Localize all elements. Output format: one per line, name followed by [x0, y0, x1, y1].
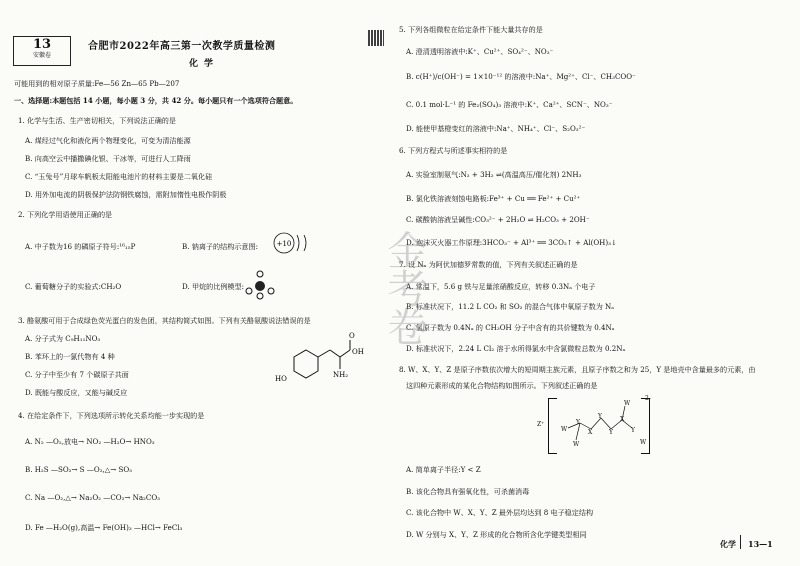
option-text: D. 标准状况下，2.24 L Cl₂ 溶于水所得氯水中含氯微粒总数为 0.2Nₐ — [406, 344, 626, 353]
option-text: D. W 分别与 X、Y、Z 形成的化合物所含化学键类型相同 — [406, 530, 587, 539]
option-text: B. 苯环上的一氯代物有 4 种 — [25, 352, 115, 361]
option-text: B. 该化合物具有强氧化性，可杀菌消毒 — [406, 487, 530, 496]
qr-code-icon — [368, 30, 384, 46]
option-text: B. 氯化铁溶液刻蚀电路板:Fe³⁺ + Cu ══ Fe²⁺ + Cu²⁺ — [406, 194, 581, 203]
right-column — [395, 0, 783, 566]
tyrosine-label: O — [349, 332, 355, 340]
question-stem: 3. 酪氨酸可用于合成绿色荧光蛋白的发色团，其结构简式如图。下列有关酪氨酸说法错误的是 — [18, 316, 311, 325]
option-text: C. 0.1 mol·L⁻¹ 的 Fe₂(SO₄)₃ 溶液中:K⁺、Ca²⁺、SCN⁻、NO₃⁻ — [406, 100, 613, 109]
badge-number: 13 — [32, 37, 52, 52]
question-stem: 5. 下列各组微粒在给定条件下能大量共存的是 — [399, 25, 543, 34]
option-text: D. 既能与酸反应，又能与碱反应 — [25, 388, 128, 397]
option-text: A. N₂ —O₂,放电→ NO₂ —H₂O→ HNO₃ — [25, 437, 155, 446]
paper-badge — [13, 36, 71, 66]
question-stem: 4. 在给定条件下，下列选项所示转化关系均能一步实现的是 — [18, 411, 205, 420]
compound-label: W — [640, 439, 647, 446]
question-stem: 2. 下列化学用语使用正确的是 — [18, 210, 113, 219]
option-text: D. 能使甲基橙变红的溶液中:Na⁺、NH₄⁺、Cl⁻、S₂O₃²⁻ — [406, 124, 586, 133]
option-text: A. 分子式为 C₉H₁₁NO₃ — [25, 334, 101, 343]
badge-label: 安徽卷 — [32, 52, 51, 59]
tyrosine-label: OH — [352, 348, 364, 356]
option-text: C. 葡萄糖分子的实验式:CH₂O — [25, 282, 122, 291]
option-text: B. 向高空云中播撒碘化银、干冰等，可进行人工降雨 — [25, 154, 191, 163]
option-text: A. 简单离子半径:Y < Z — [406, 465, 481, 474]
option-text: C. Na —O₂,△→ Na₂O₂ —CO₂→ Na₂CO₃ — [25, 493, 160, 502]
na-ion-diagram — [272, 229, 314, 259]
option-text: B. 钠离子的结构示意图: — [182, 242, 258, 251]
atomic-masses: 可能用到的相对原子质量:Fe—56 Zn—65 Pb—207 — [14, 79, 180, 88]
option-text: D. Fe —H₂O(g),高温→ Fe(OH)₃ —HCl→ FeCl₃ — [25, 523, 183, 532]
watermark: 金考卷 — [381, 230, 427, 344]
compound-label: Y — [576, 419, 580, 426]
tyrosine-structure — [270, 330, 362, 400]
option-text: C. 该化合物中 W、X、Y、Z 最外层均达到 8 电子稳定结构 — [406, 508, 594, 517]
tyrosine-label: HO — [275, 375, 287, 383]
option-text: D. 甲烷的比例模型: — [182, 282, 244, 291]
option-text: B. 标准状况下，11.2 L CO₂ 和 SO₂ 的混合气体中氧原子数为 Nₐ — [406, 302, 614, 311]
compound-label: Y — [598, 413, 602, 420]
option-text: C. 氢原子数为 0.4Nₐ 的 CH₃OH 分子中含有的共价键数为 0.4Nₐ — [406, 323, 615, 332]
option-text: A. 实验室制氨气:N₂ + 3H₂ ⇌(高温高压/催化剂) 2NH₃ — [406, 170, 582, 179]
question-stem: 7. 设 Nₐ 为阿伏加德罗常数的值，下列有关叙述正确的是 — [399, 260, 578, 269]
option-text: B. c(H⁺)/c(OH⁻) = 1×10⁻¹² 的溶液中:Na⁺、Mg²⁺、Cl⁻、CH₃COO⁻ — [406, 72, 636, 81]
methane-model — [244, 270, 278, 300]
question-stem: 6. 下列方程式与所述事实相符的是 — [399, 146, 508, 155]
compound-charge: 2- — [645, 395, 651, 402]
compound-label: W — [573, 441, 580, 448]
option-text: A. 中子数为16 的磷原子符号:¹⁶₁₅P — [25, 242, 136, 251]
left-column — [0, 0, 388, 566]
option-text: A. 煤经过气化和液化两个物理变化，可变为清洁能源 — [25, 136, 191, 145]
compound-label: X — [620, 416, 625, 423]
option-text: D. 泡沫灭火器工作原理:3HCO₃⁻ + Al³⁺ ══ 3CO₂↑ + Al(OH)₃↓ — [406, 238, 617, 247]
compound-label: X — [588, 429, 593, 436]
footer-subject: 化学 — [720, 539, 736, 549]
na-ion-nucleus: +10 — [276, 240, 292, 248]
compound-label: W — [624, 400, 631, 407]
option-text: D. 用外加电流的阴极保护法防钢铁腐蚀，需附加惰性电极作阴极 — [25, 190, 227, 199]
compound-label: W — [561, 426, 568, 433]
option-text: C. 碳酸钠溶液呈碱性:CO₃²⁻ + 2H₂O ⇌ H₂CO₃ + 2OH⁻ — [406, 215, 590, 224]
exam-title: 合肥市2022年高三第一次教学质量检测 — [88, 41, 276, 52]
footer-page: 13—1 — [748, 539, 773, 549]
question-stem-continued: 这四种元素形成的某化合物结构如图所示。下列叙述正确的是 — [406, 381, 598, 390]
option-text: B. H₂S —SO₂→ S —O₂,△→ SO₃ — [25, 465, 132, 474]
compound-label: Y — [609, 429, 613, 436]
option-text: C. 分子中至少有 7 个碳原子共面 — [25, 370, 129, 379]
tyrosine-label: NH₂ — [333, 371, 349, 379]
question-stem: 8. W、X、Y、Z 是原子序数依次增大的短周期主族元素，且原子序数之和为 25，Y 是地壳中含量最多的元素，由 — [399, 365, 756, 374]
option-text: A. 常温下，5.6 g 铁与足量浓硝酸反应，转移 0.3Nₐ 个电子 — [406, 282, 596, 291]
section-title: 一、选择题:本题包括 14 小题，每小题 3 分，共 42 分。每小题只有一个选项符合题意。 — [14, 96, 298, 105]
option-text: C. “玉兔号”月球车帆板太阳能电池片的材料主要是二氧化硅 — [25, 172, 213, 181]
subject-title: 化学 — [189, 59, 220, 69]
option-text: A. 澄清透明溶液中:K⁺、Cu²⁺、SO₄²⁻、NO₃⁻ — [406, 47, 554, 56]
question-stem: 1. 化学与生活、生产密切相关，下列说法正确的是 — [18, 116, 176, 125]
compound-structure — [537, 395, 651, 452]
compound-label: Y — [631, 427, 635, 434]
compound-label: Z⁺ — [537, 421, 545, 428]
